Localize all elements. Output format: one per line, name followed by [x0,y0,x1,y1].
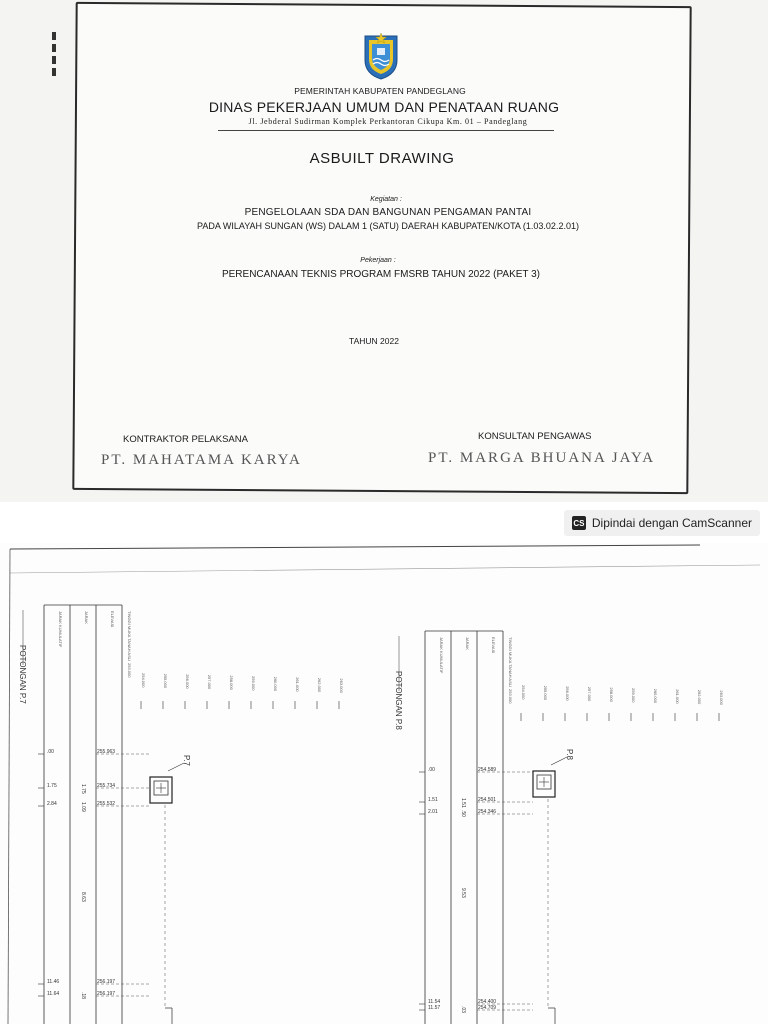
row-elevation: 254.501 [478,797,497,803]
row-elevation: 254.589 [478,767,497,773]
row-cumulative: 1.75 [47,783,57,789]
row-cumulative: 11.57 [428,1005,441,1011]
datum-label: 253.000 [508,689,513,704]
row-distance: 9.53 [460,888,466,898]
chainage-tick-label: 261.000 [675,689,680,704]
chainage-tick-label: 262.000 [317,677,322,693]
chainage-tick-label: 259.000 [631,688,636,703]
row-cumulative: 2.01 [428,809,438,815]
year-label: TAHUN 2022 [349,336,399,346]
chainage-tick-label: 256.000 [185,674,190,689]
kegiatan-line-1: PENGELOLAAN SDA DAN BANGUNAN PENGAMAN PANTAI [244,207,532,218]
kegiatan-line-2: PADA WILAYAH SUNGAN (WS) DALAM 1 (SATU) DAERAH KABUPATEN/KOTA (1.03.02.2.01) [197,221,579,231]
chainage-tick-label: 259.000 [251,676,256,691]
chainage-tick-label: 263.000 [719,690,724,705]
department-name: DINAS PEKERJAAN UMUM DAN PENATAAN RUANG [208,99,560,115]
row-elevation: 255.734 [97,783,116,789]
row-distance: .03 [460,1006,466,1013]
point-label: P.8 [565,749,574,760]
chainage-tick-label: 258.000 [609,687,614,702]
edge-marks [48,28,60,88]
section-p7 [18,605,344,1024]
row-cumulative: 11.46 [47,979,60,985]
camscanner-text: Dipindai dengan CamScanner [591,516,752,530]
chainage-tick-label: 263.000 [339,678,344,693]
kegiatan-label: Kegiatan : [370,196,402,203]
sheet-border-left [8,549,10,1024]
chainage-tick-label: 260.000 [273,676,278,692]
pekerjaan-value: PERENCANAAN TEKNIS PROGRAM FMSRB TAHUN 2022 (PAKET 3) [221,269,541,280]
row-elevation: 254.709 [478,1005,497,1011]
row-cumulative: .00 [47,749,54,755]
header-col-label: JARAK KUMULATIF [439,637,444,674]
chainage-tick-label: 257.000 [587,686,592,702]
row-cumulative: 1.51 [428,797,438,803]
row-distance: .18 [80,992,86,999]
row-cumulative: 11.64 [47,991,60,997]
header-col-label: JARAK KUMULATIF [58,611,63,648]
cross-section-drawing [0,543,768,1024]
document-title: ASBUILT DRAWING [309,150,455,167]
sheet-border-top [10,545,700,549]
datum-label: 253.000 [127,663,132,678]
cover-sheet [0,0,768,502]
camscanner-badge [564,510,760,536]
section-p8 [394,631,724,1024]
chainage-tick-label: 258.000 [229,675,234,690]
point-label: P.7 [182,755,191,766]
drawing-sheet [0,543,768,1024]
header-col-label: JARAK [465,637,470,650]
row-cumulative: 2.84 [47,801,57,807]
section-title: POTONGAN P.7 [18,645,27,704]
chainage-tick-label: 254.000 [521,685,526,700]
row-elevation: 256.197 [97,991,116,997]
row-elevation: 254.346 [478,809,497,815]
header-divider [218,130,554,131]
header-col-label: TINGGI MUKA TANAH ASLI [508,637,513,688]
row-elevation: 255.963 [97,749,116,755]
row-distance: 1.51 [460,798,466,808]
row-distance: .50 [460,810,466,817]
header-col-label: ELEVASI [110,611,115,628]
department-address: Jl. Jebderal Sudirman Komplek Perkantoran Cikupa Km. 01 – Pandeglang [248,117,528,126]
header-col-label: TINGGI MUKA TANAH ASLI [127,611,132,662]
chainage-tick-label: 260.000 [653,688,658,704]
government-name: PEMERINTAH KABUPATEN PANDEGLANG [294,86,466,96]
camscanner-icon: CS [572,516,586,530]
chainage-tick-label: 254.000 [141,673,146,688]
row-distance: 1.09 [80,802,86,812]
row-elevation: 254.400 [478,999,497,1005]
sheet-border-inner [10,565,760,573]
konsultan-label: KONSULTAN PENGAWAS [478,431,592,442]
chainage-tick-label: 262.000 [697,689,702,705]
chainage-tick-label: 255.000 [163,673,168,689]
row-elevation: 255.532 [97,801,116,807]
chainage-tick-label: 257.000 [207,674,212,690]
pandeglang-emblem-icon [361,30,401,80]
row-elevation: 256.197 [97,979,116,985]
row-distance: 8.63 [80,892,86,902]
row-cumulative: .00 [428,767,435,773]
section-title: POTONGAN P.8 [394,671,403,730]
chainage-tick-label: 255.000 [543,685,548,701]
row-cumulative: 11.54 [428,999,441,1005]
chainage-tick-label: 261.000 [295,677,300,692]
header-col-label: JARAK [84,611,89,624]
kontraktor-label: KONTRAKTOR PELAKSANA [123,434,248,445]
pekerjaan-label: Pekerjaan : [360,257,396,264]
header-col-label: ELEVASI [491,637,496,654]
row-distance: 1.75 [80,784,86,794]
konsultan-name: PT. MARGA BHUANA JAYA [428,450,656,466]
chainage-tick-label: 256.000 [565,686,570,701]
kontraktor-name: PT. MAHATAMA KARYA [101,452,302,468]
